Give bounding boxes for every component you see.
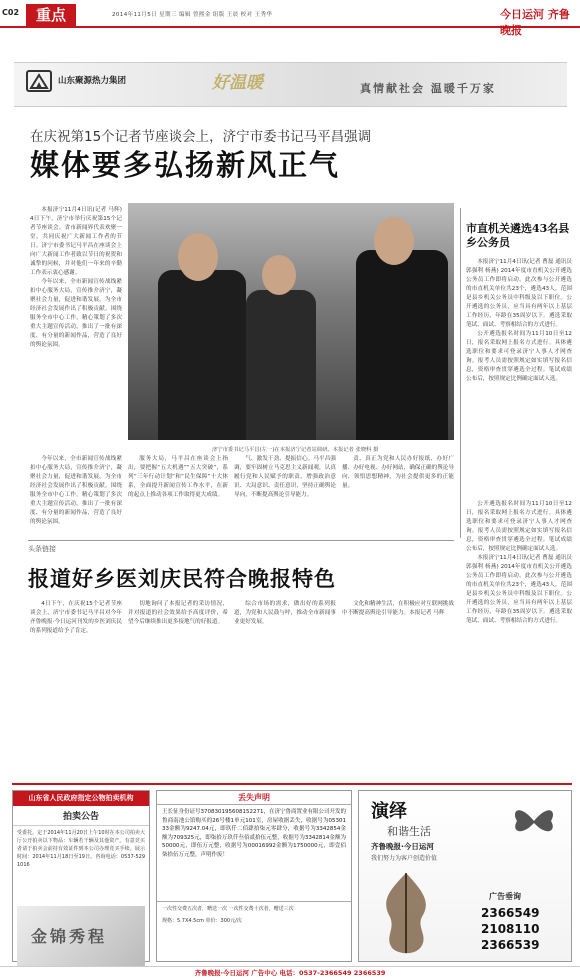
story2-col4-para: 文化和精神生活，在积极应对互联网挑战中不断提高舆论引导能力。本报记者 马辉 [342,601,454,616]
sidebar-para-2: 公开遴选报名时间为11月10日至12日，报名采取网上报名方式进行。具体遴选职位和要求可登录济宁人事人才网查询。报考人员需按照规定如实填写报名信息，资格审查贯穿遴选全过程。笔试成绩公布后，按照规定比例确定面试人选。 [466,331,572,382]
banner-script-text: 好温暖 [212,73,263,93]
story2-col3-para: 综合市场的需求，做出好的系列报道，为党和人民鼓与呼，推动全市新闻事业更好发展。 [234,601,336,625]
page-number: C02 [2,8,20,17]
advertising-hotline-ad [358,790,572,962]
hotline-phone-1: 2366549 [481,906,540,920]
story2-link-label: 头条链接 [28,545,56,553]
lead-col1-para2: 今年以来，全市新闻宣传战线紧扣中心服务大局，宣传推介济宁，凝聚社会力量，促进和谐发展，为全市经济社会发展作出了积极贡献。围绕服务全市中心工作，精心策划了多次重大主题宣传活动，推出了一批有深度、有分量的新闻作品，营造了良好的舆论氛围。 [30,279,122,348]
story2-column-4 [342,600,454,775]
auction-ad-subtitle: 拍卖公告 [13,806,149,826]
pricing-note: 一次性交费五次者，赠送一次 一次性交费十次者，赠送三次 [157,901,351,915]
sidebar-para-3: 公开遴选报名时间为11月10日至12日，报名采取网上报名方式进行。具体遴选职位和要求可登录济宁人事人才网查询。报考人员需按照规定如实填写报名信息，资格审查贯穿遴选全过程。笔试成绩公布后，按照规定比例确定面试人选。 [466,501,572,552]
feature-subtitle: 和谐生活 [387,825,431,838]
news-photo [128,203,454,440]
sidebar-para-4: 本报济宁11月4日讯(记者 曹磊 通讯员 郭强利 杨燕) 2014年度市直机关公开遴选公务员工作即将启动，此次参与公开遴选的市直机关单位共23个，遴选43人，范围是县乡机关公务员中科级及以下职位。公开遴选的公务员，应当具有两年以上基层工作经历，年龄在35周岁以下。遴选采取笔试、面试、考察相结合的方式进行。 [466,555,572,624]
story2-column-3 [234,600,336,775]
photo-caption: 济宁市委书记马平昌(左一)在本报济宁记者站调研。本报记者 张晓科 摄 [212,447,379,453]
company-logo-icon [26,70,52,92]
violin-icon [371,869,441,955]
hotline-phone-3: 2366539 [481,938,540,952]
section-tag: 重点 [26,4,76,26]
sidebar-body [466,258,572,498]
story2-top-rule [28,540,454,541]
newspaper-brand: 今日运河 齐鲁晚报 [500,8,570,37]
feature-line-1: 齐鲁晚报·今日运河 [371,842,434,851]
issue-meta: 2014年11月5日 星期三 编辑 曾熙金 组版 王晨 校对 王秀华 [112,12,273,18]
hotline-label: 广告垂询 [489,892,521,901]
size-info: 规格：5.7X4.5cm 单价：300元/次 [162,918,242,924]
butterfly-icon [509,801,559,841]
ads-top-rule [12,783,572,785]
page-footer [0,966,580,980]
footer-text: 齐鲁晚报·今日运河 广告中心 电话：0537-2366549 2366539 [194,969,386,977]
lead-col3-para: 气、激发干劲、提振信心。马平昌强调，要牢固树立马克思主义新闻观，认真履行党和人民赋予的职责，增强政治意识、大局意识、责任意识，坚持正确舆论导向，不断提高舆论引导能力。 [234,456,336,498]
feature-line-2: 我们努力为客户创造价值 [371,855,438,862]
lead-headline: 媒体要多弘扬新风正气 [30,148,341,182]
lost-notice-ad [156,790,352,962]
sidebar-headline: 市直机关遴选43名县乡公务员 [466,222,570,249]
story2-column-1 [30,600,122,775]
lead-column-2 [128,455,228,533]
sidebar-divider [460,208,461,538]
story2-col1-para: 4日下午，在庆祝15个记者节座谈会上，济宁市委书记马平昌对今年齐鲁晚报·今日运河刊发的乡医刘庆民的系列报道给予了肯定。 [30,601,122,634]
story2-headline: 报道好乡医刘庆民符合晚报特色 [28,566,336,591]
story2-column-2 [128,600,228,775]
feature-title: 演绎 [371,801,407,822]
brand-logo-area [17,906,145,966]
page-header [0,0,580,28]
brand-logo-text: 金锦秀程 [31,927,108,946]
lead-col4-para: 责、真正为党和人民办好报纸、办好广播、办好电视、办好网站，确保正确的舆论导向，领悟思想精神，为社会提供更多的正能量。 [342,456,454,489]
lead-col1-cont: 今年以来，全市新闻宣传战线紧扣中心服务大局，宣传推介济宁，凝聚社会力量，促进和谐发展，为全市经济社会发展作出了积极贡献。围绕服务全市中心工作，精心策划了多次重大主题宣传活动，推出了一批有深度、有分量的新闻作品，营造了良好的舆论氛围。 [30,456,122,525]
lost-notice-body: 王长征身份证号370830195608152271，在济宁鲁商置业有限公司开发的鲁商南池公馆购买的26号楼1单元101室，房屋收据丢失，收据号为0530133金额为9247.04元，即玖仟二佰肆拾柒元零肆分，收据号为3342854金额为709325元，即柒拾万玖仟叁佰贰拾伍元整，收据号为3342814金额为50000元，即伍万元整，收据号为00016992金额为1750000元，即壹佰柒拾伍万元整，声明作废！ [162,809,346,858]
sidebar-body-cont [466,500,572,778]
auction-ad-title: 山东省人民政府指定公物拍卖机构 [13,791,149,806]
lead-col2-para: 服务大局，马平昌在座谈会上指出，要把握“五大机遇”“五大突破”，系列“三年行动计划”和“民生保障”十大体系，全面提升新闻宣传工作水平，在新的起点上推动各项工作取得更大成绩。 [128,456,228,498]
lead-col1-para1: 本报济宁11月4日讯(记者 马辉) 4日下午，济宁市举行庆祝第15个记者节座谈会。省市新闻界代表欢聚一堂，共同庆祝广大新闻工作者的节日。济宁市委书记马平昌在座谈会上向广大新闻工作者致以节日的祝贺和诚挚的问候，并对他们一年来的辛勤工作表示衷心感谢。 [30,207,122,276]
lead-kicker: 在庆祝第15个记者节座谈会上，济宁市委书记马平昌强调 [30,129,372,145]
lead-column-4 [342,455,454,533]
lost-notice-title: 丢失声明 [157,791,351,805]
lead-column-1b [30,455,122,533]
lead-column-1 [30,206,122,481]
auction-ad [12,790,150,962]
lead-column-3 [234,455,336,533]
hotline-phone-2: 2108110 [481,922,540,936]
sidebar-para-1: 本报济宁11月4日讯(记者 曹磊 通讯员 郭强利 杨燕) 2014年度市直机关公开遴选公务员工作即将启动，此次参与公开遴选的市直机关单位共23个，遴选43人，范围是县乡机关公务员中科级及以下职位。公开遴选的公务员，应当具有两年以上基层工作经历，年龄在35周岁以下。遴选采取笔试、面试、考察相结合的方式进行。 [466,259,572,328]
story2-col2-para: 切地询问了本报记者的采访情况，并对报道的社会效果给予高度评价，希望今后继续推出更多接地气的好报道。 [128,601,228,625]
hotline-numbers [481,905,539,953]
company-name: 山东聚源热力集团 [58,76,127,86]
auction-ad-body: 受委托，定于2014年11月20日上午10时在本公司拍卖大厅公开拍卖以下物品：车辆若干辆及其他资产。有意竞买者请于拍卖会前持有效证件到本公司办理竞买手续。展示时间：2014年11月18日至19日。咨询电话：0537-5291016 [17,830,145,868]
banner-slogan: 真情献社会 温暖千万家 [360,82,496,95]
